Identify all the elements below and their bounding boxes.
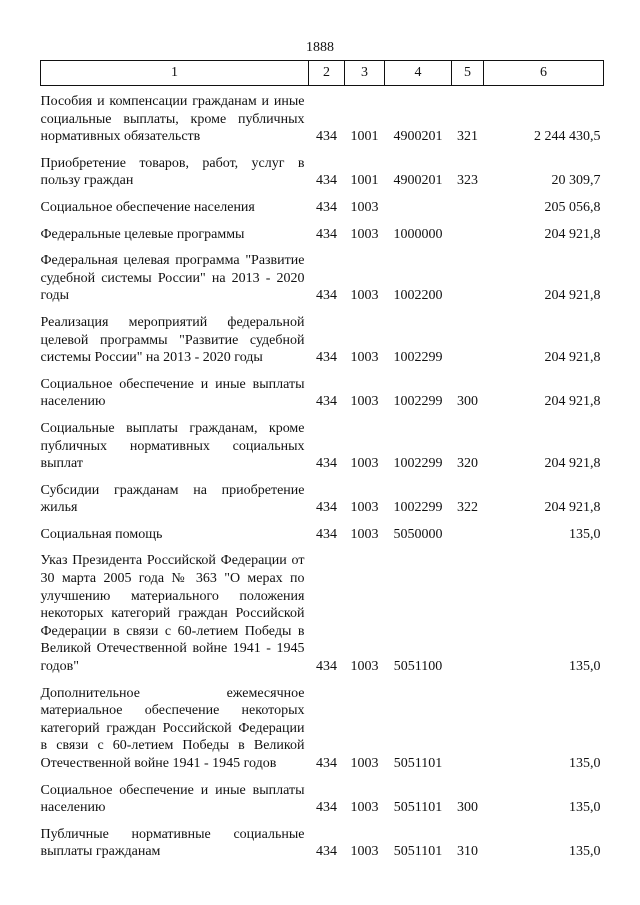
row-code-2-cell: 434 (316, 288, 337, 304)
row-code-3-cell: 1003 (350, 800, 379, 816)
table-row (41, 367, 604, 411)
row-code-2-cell: 434 (316, 129, 337, 145)
table-row (41, 243, 604, 305)
row-code-3-cell: 1003 (350, 844, 379, 860)
header-row (41, 61, 604, 86)
row-code-2-cell: 434 (316, 500, 337, 516)
row-amount-cell: 135,0 (569, 526, 601, 542)
table-row (41, 676, 604, 773)
row-code-3-cell: 1003 (350, 350, 379, 366)
row-amount-cell: 135,0 (569, 756, 601, 771)
row-amount-cell: 204 921,8 (544, 226, 601, 242)
row-name-cell: Социальное обеспечение и иные выплаты населению (40, 782, 305, 816)
row-code-3-cell: 1001 (350, 129, 379, 145)
row-code-4-cell: 5051101 (393, 756, 443, 771)
row-code-3-cell: 1003 (350, 199, 379, 215)
row-name-cell: Социальная помощь (40, 526, 163, 542)
table-row (41, 217, 604, 244)
row-code-4-cell: 4900201 (393, 173, 443, 189)
row-name-cell: Субсидии гражданам на приобретение жилья (40, 482, 305, 516)
row-code-5-cell (452, 217, 484, 244)
row-name-cell: Федеральные целевые программы (40, 226, 245, 242)
row-code-4-cell: 1002299 (393, 350, 443, 366)
row-code-3-cell: 1003 (350, 394, 379, 410)
page-number: 1888 (306, 40, 334, 55)
row-code-2-cell: 434 (316, 659, 337, 675)
row-code-2-cell: 434 (316, 350, 337, 366)
row-code-5-cell (452, 190, 484, 217)
row-code-5-cell: 320 (457, 456, 478, 472)
table-header (41, 61, 604, 86)
row-code-3-cell: 1003 (350, 526, 379, 542)
row-code-3-cell: 1003 (350, 456, 379, 472)
row-name-cell: Федеральная целевая программа "Развитие судебной системы России" на 2013 - 2020 годы (40, 253, 305, 304)
row-code-2-cell: 434 (316, 173, 337, 189)
table-body (41, 86, 604, 861)
row-name-cell: Пособия и компенсации гражданам и иные социальные выплаты, кроме публичных нормативных обязательств (40, 94, 305, 145)
row-code-5-cell (452, 305, 484, 367)
row-name-cell: Публичные нормативные социальные выплаты гражданам (40, 826, 305, 860)
row-code-3-cell: 1003 (350, 226, 379, 242)
row-amount-cell: 20 309,7 (551, 173, 601, 189)
row-code-4-cell: 4900201 (393, 129, 443, 145)
table-row (41, 517, 604, 544)
row-amount-cell: 204 921,8 (544, 500, 601, 516)
row-name-cell: Указ Президента Российской Федерации от 30 марта 2005 года № 363 "О мерах по улучшению материального положения некоторых категорий граждан Российской Федерации в связи с 60-летием Победы в Великой Отечественной войне 1941 - 1945 годов" (40, 553, 305, 675)
row-code-4-cell: 5050000 (393, 526, 443, 542)
row-code-5-cell (452, 517, 484, 544)
row-code-4-cell: 1002299 (393, 394, 443, 410)
row-code-3-cell: 1003 (350, 756, 379, 771)
row-code-5-cell: 322 (457, 500, 478, 516)
row-code-5-cell (452, 243, 484, 305)
row-code-2-cell: 434 (316, 844, 337, 860)
row-code-2-cell: 434 (316, 756, 337, 771)
row-code-3-cell: 1003 (350, 500, 379, 516)
table-row (41, 817, 604, 861)
row-code-2-cell: 434 (316, 199, 337, 215)
row-code-5-cell (452, 543, 484, 675)
row-code-4-cell: 1002200 (393, 288, 443, 304)
row-amount-cell: 204 921,8 (544, 350, 601, 366)
header-col-5: 5 (452, 61, 484, 86)
row-code-5-cell: 300 (457, 800, 478, 816)
row-code-3-cell: 1001 (350, 173, 379, 189)
row-amount-cell: 204 921,8 (544, 288, 601, 304)
row-amount-cell: 135,0 (569, 844, 601, 860)
row-code-2-cell: 434 (316, 800, 337, 816)
row-amount-cell: 135,0 (569, 800, 601, 816)
row-code-2-cell: 434 (316, 526, 337, 542)
row-code-3-cell: 1003 (350, 659, 379, 675)
row-code-5-cell: 323 (457, 173, 478, 189)
table-row (41, 146, 604, 190)
row-code-4-cell: 1002299 (393, 456, 443, 472)
row-code-4-cell: 5051101 (393, 844, 443, 860)
row-name-cell: Социальное обеспечение населения (40, 199, 255, 215)
table-row (41, 543, 604, 675)
table-row (41, 473, 604, 517)
table-row (41, 305, 604, 367)
row-name-cell: Дополнительное ежемесячное материальное обеспечение некоторых категорий граждан Российской Федерации в связи с 60-летием Победы в Великой Отечественной войне 1941 - 1945 годов (40, 685, 305, 771)
row-name-cell: Социальное обеспечение и иные выплаты населению (40, 376, 305, 410)
row-amount-cell: 204 921,8 (544, 456, 601, 472)
row-code-4-cell (385, 190, 452, 217)
row-code-3-cell: 1003 (350, 288, 379, 304)
row-name-cell: Приобретение товаров, работ, услуг в пользу граждан (40, 155, 305, 189)
header-col-4: 4 (385, 61, 452, 86)
row-name-cell: Реализация мероприятий федеральной целевой программы "Развитие судебной системы России" на 2013 - 2020 годы (40, 314, 305, 366)
row-code-4-cell: 5051101 (393, 800, 443, 816)
header-col-6: 6 (484, 61, 604, 86)
row-code-5-cell (452, 676, 484, 773)
row-code-2-cell: 434 (316, 456, 337, 472)
row-code-5-cell: 300 (457, 394, 478, 410)
row-amount-cell: 2 244 430,5 (534, 129, 601, 145)
row-code-4-cell: 1002299 (393, 500, 443, 516)
row-code-5-cell: 321 (457, 129, 478, 145)
row-code-5-cell: 310 (457, 844, 478, 860)
header-col-2: 2 (309, 61, 345, 86)
table-row (41, 773, 604, 817)
row-code-4-cell: 5051100 (393, 659, 443, 675)
table-row (41, 86, 604, 146)
row-amount-cell: 205 056,8 (544, 199, 601, 215)
row-name-cell: Социальные выплаты гражданам, кроме публичных нормативных социальных выплат (40, 420, 305, 472)
budget-table (40, 60, 604, 861)
row-code-2-cell: 434 (316, 394, 337, 410)
row-amount-cell: 135,0 (569, 659, 601, 675)
header-col-3: 3 (345, 61, 385, 86)
table-row (41, 190, 604, 217)
row-code-4-cell: 1000000 (393, 226, 443, 242)
header-col-1: 1 (41, 61, 309, 86)
row-amount-cell: 204 921,8 (544, 394, 601, 410)
table-row (41, 411, 604, 473)
row-code-2-cell: 434 (316, 226, 337, 242)
